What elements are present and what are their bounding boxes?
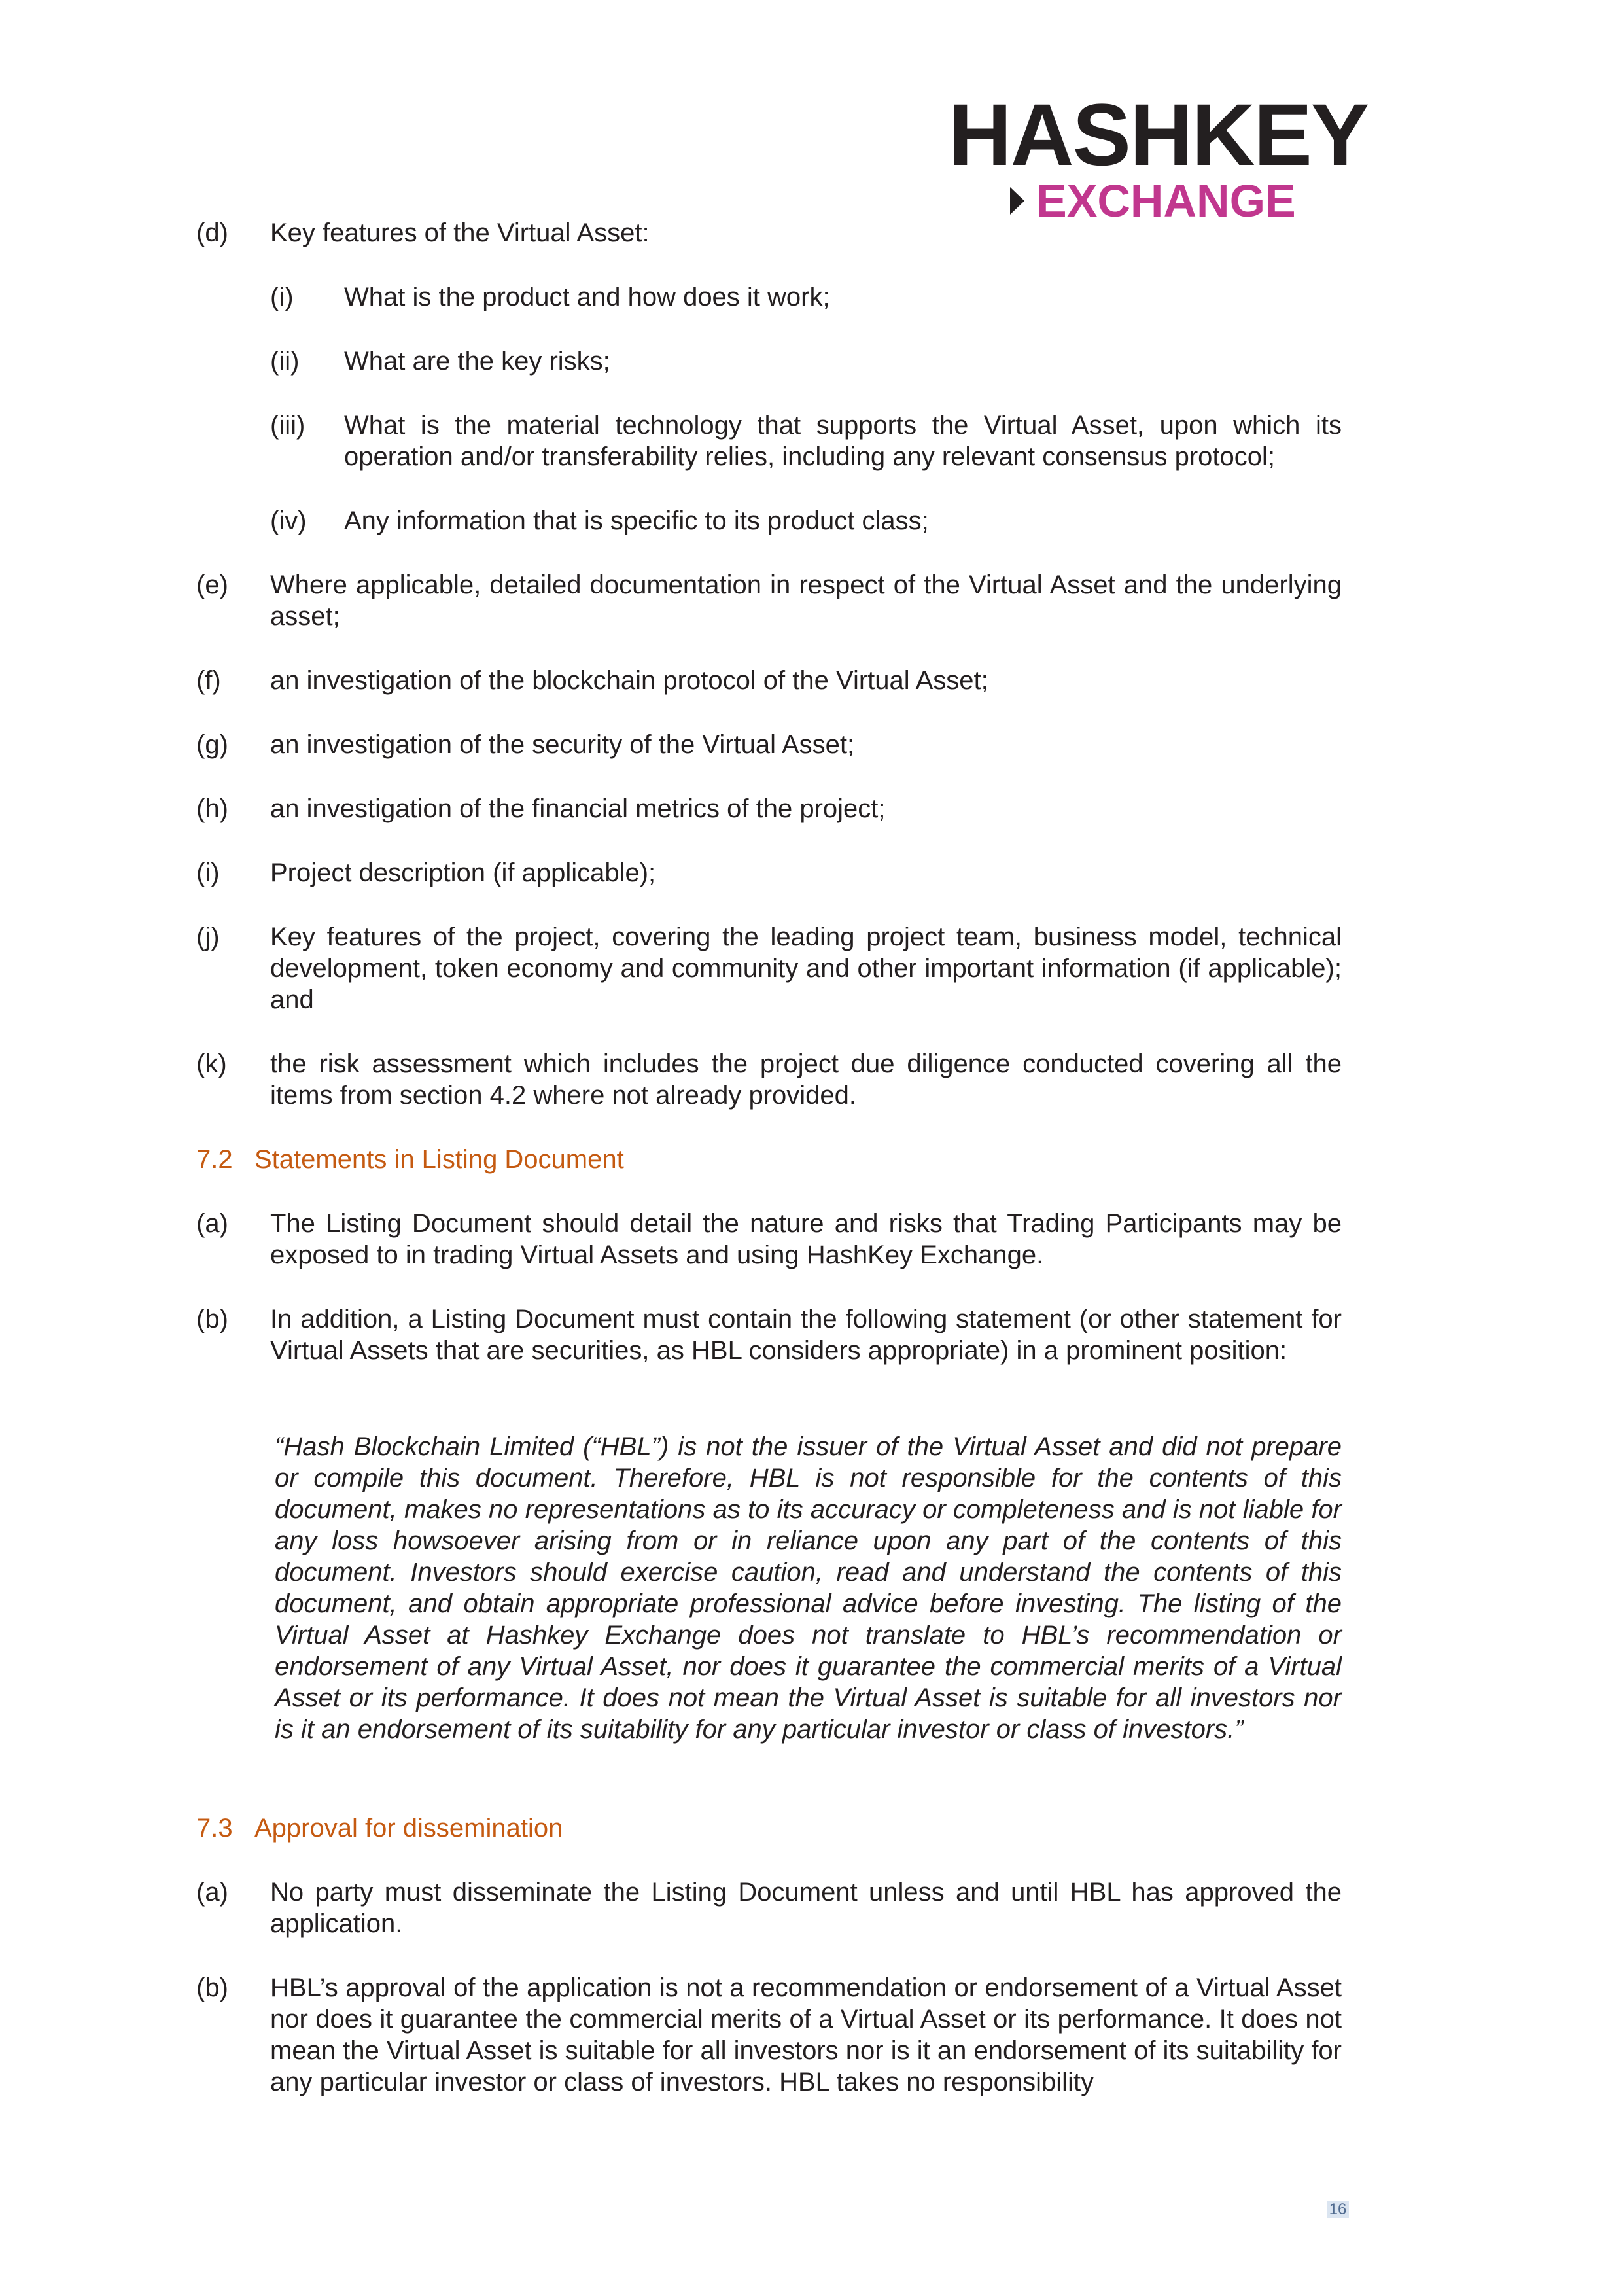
section-title: Approval for dissemination bbox=[254, 1814, 563, 1843]
item-number: (i) bbox=[270, 283, 294, 311]
item-text: What is the product and how does it work; bbox=[344, 283, 830, 311]
logo-wordmark: HASHKEY bbox=[949, 86, 1369, 184]
item-number: (h) bbox=[196, 794, 228, 823]
hashkey-exchange-logo bbox=[949, 86, 1369, 226]
item-number: (j) bbox=[196, 923, 220, 951]
item-text: What is the material technology that supports the Virtual Asset, upon which its operation and/or transferability relies, including any relevant consensus protocol; bbox=[344, 411, 1342, 471]
item-number: (iii) bbox=[270, 411, 305, 440]
item-text: Any information that is specific to its product class; bbox=[344, 506, 929, 535]
item-text: The Listing Document should detail the nature and risks that Trading Participants may be exposed to in trading Virtual Assets and using HashKey Exchange. bbox=[270, 1209, 1342, 1269]
item-number: (a) bbox=[196, 1209, 228, 1238]
item-number: (b) bbox=[196, 1305, 228, 1333]
item-text: Key features of the Virtual Asset: bbox=[270, 219, 650, 247]
item-text: No party must disseminate the Listing Document unless and until HBL has approved the application. bbox=[270, 1878, 1342, 1938]
item-text: an investigation of the security of the Virtual Asset; bbox=[270, 730, 855, 759]
item-number: (b) bbox=[196, 1973, 228, 2002]
item-number: (f) bbox=[196, 666, 221, 695]
play-triangle-icon bbox=[1010, 187, 1024, 215]
section-number: 7.2 bbox=[196, 1145, 233, 1174]
item-number: (ii) bbox=[270, 347, 300, 376]
item-text: HBL’s approval of the application is not a recommendation or endorsement of a Virtual Asset nor does it guarantee the commercial merits of a Virtual Asset or its performance. It does not mean the Virtual Asset is suitable for all investors nor is it an endorsement of its suitability for any particular investor or class of investors. HBL takes no responsibility bbox=[270, 1973, 1342, 2096]
item-number: (i) bbox=[196, 858, 220, 887]
item-text: What are the key risks; bbox=[344, 347, 610, 376]
item-text: Project description (if applicable); bbox=[270, 858, 656, 887]
item-number: (k) bbox=[196, 1050, 227, 1078]
item-text: In addition, a Listing Document must contain the following statement (or other statement for Virtual Assets that are securities, as HBL considers appropriate) in a prominent position: bbox=[270, 1305, 1342, 1365]
page-number: 16 bbox=[1327, 2201, 1349, 2218]
item-text: the risk assessment which includes the project due diligence conducted covering all the items from section 4.2 where not already provided. bbox=[270, 1050, 1342, 1110]
item-number: (e) bbox=[196, 571, 228, 599]
item-text: an investigation of the financial metrics of the project; bbox=[270, 794, 886, 823]
item-text: Where applicable, detailed documentation in respect of the Virtual Asset and the underlying asset; bbox=[270, 571, 1342, 631]
item-number: (a) bbox=[196, 1878, 228, 1907]
disclaimer-text: “Hash Blockchain Limited (“HBL”) is not the issuer of the Virtual Asset and did not prepare or compile this document. Therefore, HBL is not responsible for the contents of this document, makes no representations as to its accuracy or completeness and is not liable for any loss howsoever arising from or in reliance upon any part of the contents of this document. Investors should exercise caution, read and understand the contents of this document, and obtain appropriate professional advice before investing. The listing of the Virtual Asset at Hashkey Exchange does not translate to HBL’s recommendation or endorsement of any Virtual Asset, nor does it guarantee the commercial merits of a Virtual Asset or its performance. It does not mean the Virtual Asset is suitable for all investors nor is it an endorsement of its suitability for any particular investor or class of investors.” bbox=[275, 1432, 1342, 1744]
section-number: 7.3 bbox=[196, 1814, 233, 1843]
item-number: (d) bbox=[196, 219, 228, 247]
logo-subtitle bbox=[1036, 175, 1296, 226]
item-number: (g) bbox=[196, 730, 228, 759]
section-title: Statements in Listing Document bbox=[254, 1145, 624, 1174]
item-text: an investigation of the blockchain protocol of the Virtual Asset; bbox=[270, 666, 988, 695]
logo-subtitle-text: EXCHANGE bbox=[1036, 175, 1296, 226]
item-text: Key features of the project, covering the leading project team, business model, technical development, token economy and community and other important information (if applicable); and bbox=[270, 923, 1342, 1014]
item-number: (iv) bbox=[270, 506, 307, 535]
